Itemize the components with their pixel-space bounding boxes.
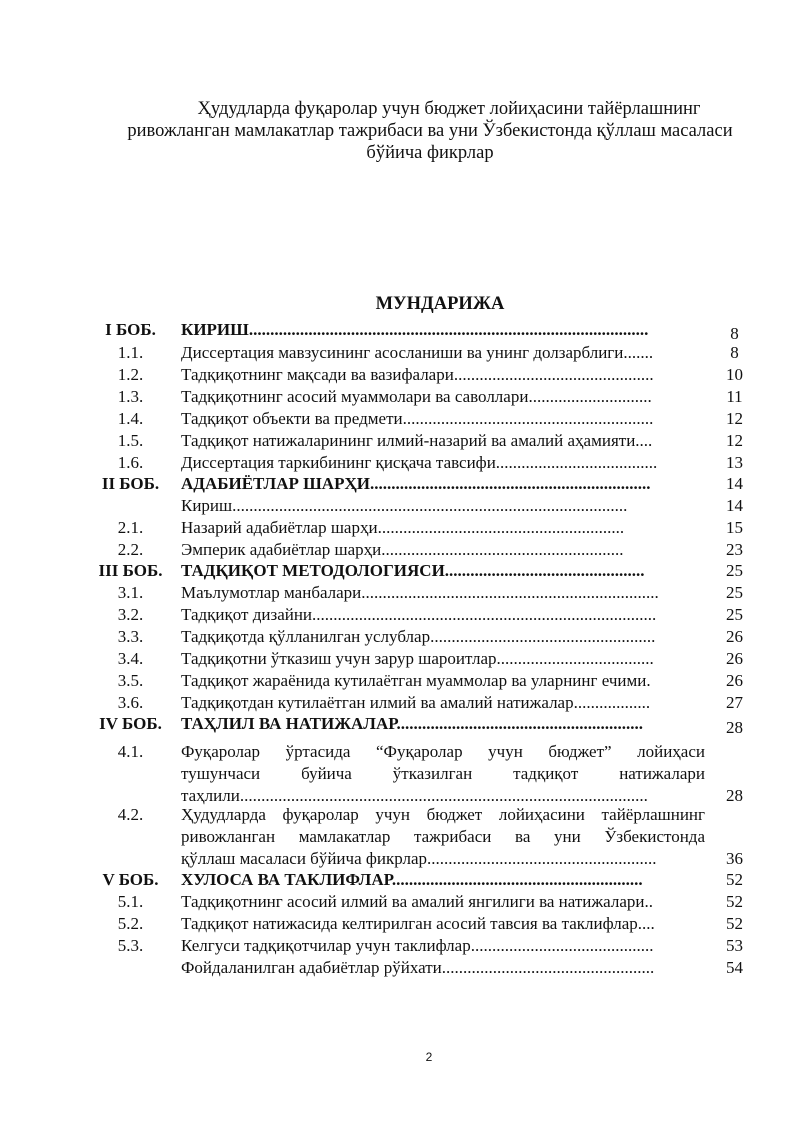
- toc-page: 14: [726, 474, 743, 493]
- toc-title: Келгуси тадқиқотчилар учун таклифлар...........................................: [181, 936, 654, 955]
- toc-page: 8: [730, 324, 739, 343]
- toc-row-chapter-4: [0, 713, 800, 735]
- toc-heading: МУНДАРИЖА: [375, 294, 505, 314]
- toc-number: 1.5.: [117, 431, 144, 450]
- toc-number: 5.2.: [117, 914, 144, 933]
- toc-title: КИРИШ..............................................................................................: [181, 320, 649, 339]
- toc-row: [0, 626, 800, 648]
- toc-number: 4.1.: [117, 742, 144, 761]
- toc-row: [0, 957, 800, 979]
- toc-row: [0, 692, 800, 714]
- toc-title: Тадқиқот натижаларининг илмий-назарий ва амалий аҳамияти....: [181, 431, 653, 450]
- toc-page: 12: [726, 431, 743, 450]
- toc-number: 1.1.: [117, 343, 144, 362]
- toc-page: 10: [726, 365, 743, 384]
- toc-title: АДАБИЁТЛАР ШАРҲИ..................................................................: [181, 474, 651, 493]
- toc-title: Тадқиқотни ўтказиш учун зарур шароитлар.....................................: [181, 649, 654, 668]
- toc-number: 3.5.: [117, 671, 144, 690]
- toc-title: Тадқиқотдан кутилаётган илмий ва амалий натижалар..................: [181, 693, 651, 712]
- toc-title: Тадқиқот жараёнида кутилаётган муаммолар ва уларнинг ечими.: [181, 671, 651, 690]
- toc-page: 12: [726, 409, 743, 428]
- toc-page: 25: [726, 605, 743, 624]
- toc-page: 14: [726, 496, 743, 515]
- toc-number: III БОБ.: [98, 561, 163, 580]
- toc-row-chapter-2: [0, 473, 800, 495]
- toc-number: 1.4.: [117, 409, 144, 428]
- toc-title-line: Фуқаролар ўртасида “Фуқаролар учун бюджет” лойиҳаси: [181, 742, 705, 761]
- toc-page: 26: [726, 649, 743, 668]
- toc-row: [0, 539, 800, 561]
- toc-page: 25: [726, 561, 743, 580]
- toc-number: 3.1.: [117, 583, 144, 602]
- toc-row: [0, 495, 800, 517]
- toc-title: ТАҲЛИЛ ВА НАТИЖАЛАР..........................................................: [181, 714, 644, 733]
- toc-row-chapter-5: [0, 869, 800, 891]
- toc-page: 8: [730, 343, 739, 362]
- toc-row: [0, 430, 800, 452]
- toc-number: I БОБ.: [105, 320, 156, 339]
- toc-page: 36: [726, 849, 743, 868]
- toc-number: 5.1.: [117, 892, 144, 911]
- toc-row: [0, 891, 800, 913]
- toc-number: IV БОБ.: [99, 714, 162, 733]
- toc-number: 1.2.: [117, 365, 144, 384]
- toc-number: 5.3.: [117, 936, 144, 955]
- title-line-2: ривожланган мамлакатлар тажрибаси ва уни Ўзбекистонда қўллаш масаласи: [127, 121, 733, 141]
- toc-page: 28: [726, 718, 743, 737]
- toc-title: Тадқиқот объекти ва предмети...........................................................: [181, 409, 654, 428]
- toc-row: [0, 648, 800, 670]
- toc-number: 3.3.: [117, 627, 144, 646]
- toc-row: [0, 386, 800, 408]
- toc-title: Тадқиқотнинг асосий илмий ва амалий янгилиги ва натижалари..: [181, 892, 653, 911]
- toc-number: 2.2.: [117, 540, 144, 559]
- toc-page: 28: [726, 786, 743, 805]
- toc-page: 52: [726, 892, 743, 911]
- toc-page: 54: [726, 958, 743, 977]
- toc-title: Фойдаланилган адабиётлар рўйхати..................................................: [181, 958, 655, 977]
- toc-number: V БОБ.: [102, 870, 159, 889]
- toc-title: Тадқиқот дизайни.................................................................................: [181, 605, 657, 624]
- toc-title: Маълумотлар манбалари......................................................................: [181, 583, 659, 602]
- toc-row: [0, 935, 800, 957]
- toc-number: 4.2.: [117, 805, 144, 824]
- toc-row-chapter-1: [0, 319, 800, 341]
- toc-page: 26: [726, 627, 743, 646]
- toc-title-line: Ҳудудларда фуқаролар учун бюджет лойиҳасини тайёрлашнинг: [181, 805, 705, 824]
- toc-row-chapter-3: [0, 560, 800, 582]
- toc-title: Эмперик адабиётлар шарҳи.........................................................: [181, 540, 624, 559]
- title-line-1: Ҳудудларда фуқаролар учун бюджет лойиҳасини тайёрлашнинг: [197, 99, 701, 119]
- toc-row: [0, 670, 800, 692]
- page-number: 2: [425, 1050, 433, 1064]
- toc-row: [0, 342, 800, 364]
- toc-row: [0, 452, 800, 474]
- toc-number: 1.3.: [117, 387, 144, 406]
- toc-row: [0, 408, 800, 430]
- title-line-3: бўйича фикрлар: [366, 143, 494, 163]
- toc-title: ТАДҚИҚОТ МЕТОДОЛОГИЯСИ...............................................: [181, 561, 645, 580]
- toc-title-line: қўллаш масаласи бўйича фикрлар......................................................: [181, 849, 657, 868]
- toc-row: [0, 913, 800, 935]
- toc-number: 3.6.: [117, 693, 144, 712]
- toc-title-line: тушунчаси буйича ўтказилган тадқиқот натижалари: [181, 764, 705, 783]
- toc-title-line: ривожланган мамлакатлар тажрибаси ва уни Ўзбекистонда: [181, 827, 705, 846]
- toc-number: 3.4.: [117, 649, 144, 668]
- toc-number: 2.1.: [117, 518, 144, 537]
- toc-title: Кириш.............................................................................................: [181, 496, 628, 515]
- toc-number: II БОБ.: [101, 474, 160, 493]
- toc-title-line: таҳлили................................................................................................: [181, 786, 648, 805]
- toc-row: [0, 517, 800, 539]
- toc-row: [0, 604, 800, 626]
- toc-title: Тадқиқотнинг мақсади ва вазифалари...............................................: [181, 365, 654, 384]
- toc-page-row-4-2: [0, 848, 800, 870]
- toc-number: 3.2.: [117, 605, 144, 624]
- toc-title: Тадқиқотнинг асосий муаммолари ва саволлари.............................: [181, 387, 652, 406]
- toc-page: 13: [726, 453, 743, 472]
- toc-title: ХУЛОСА ВА ТАКЛИФЛАР...........................................................: [181, 870, 643, 889]
- toc-page: 15: [726, 518, 743, 537]
- toc-title: Назарий адабиётлар шарҳи..........................................................: [181, 518, 625, 537]
- toc-title: Тадқиқот натижасида келтирилган асосий тавсия ва таклифлар....: [181, 914, 655, 933]
- toc-page: 53: [726, 936, 743, 955]
- toc-page: 11: [726, 387, 743, 406]
- toc-page: 26: [726, 671, 743, 690]
- toc-row: [0, 364, 800, 386]
- toc-title: Тадқиқотда қўлланилган услублар.....................................................: [181, 627, 656, 646]
- toc-page: 27: [726, 693, 743, 712]
- toc-page: 52: [726, 914, 743, 933]
- toc-page: 25: [726, 583, 743, 602]
- toc-title: Диссертация мавзусининг асосланиши ва унинг долзарблиги.......: [181, 343, 654, 362]
- toc-row: [0, 582, 800, 604]
- toc-page: 23: [726, 540, 743, 559]
- toc-title: Диссертация таркибининг қисқача тавсифи......................................: [181, 453, 658, 472]
- document-title: [110, 98, 750, 164]
- toc-page: 52: [726, 870, 743, 889]
- toc-number: 1.6.: [117, 453, 144, 472]
